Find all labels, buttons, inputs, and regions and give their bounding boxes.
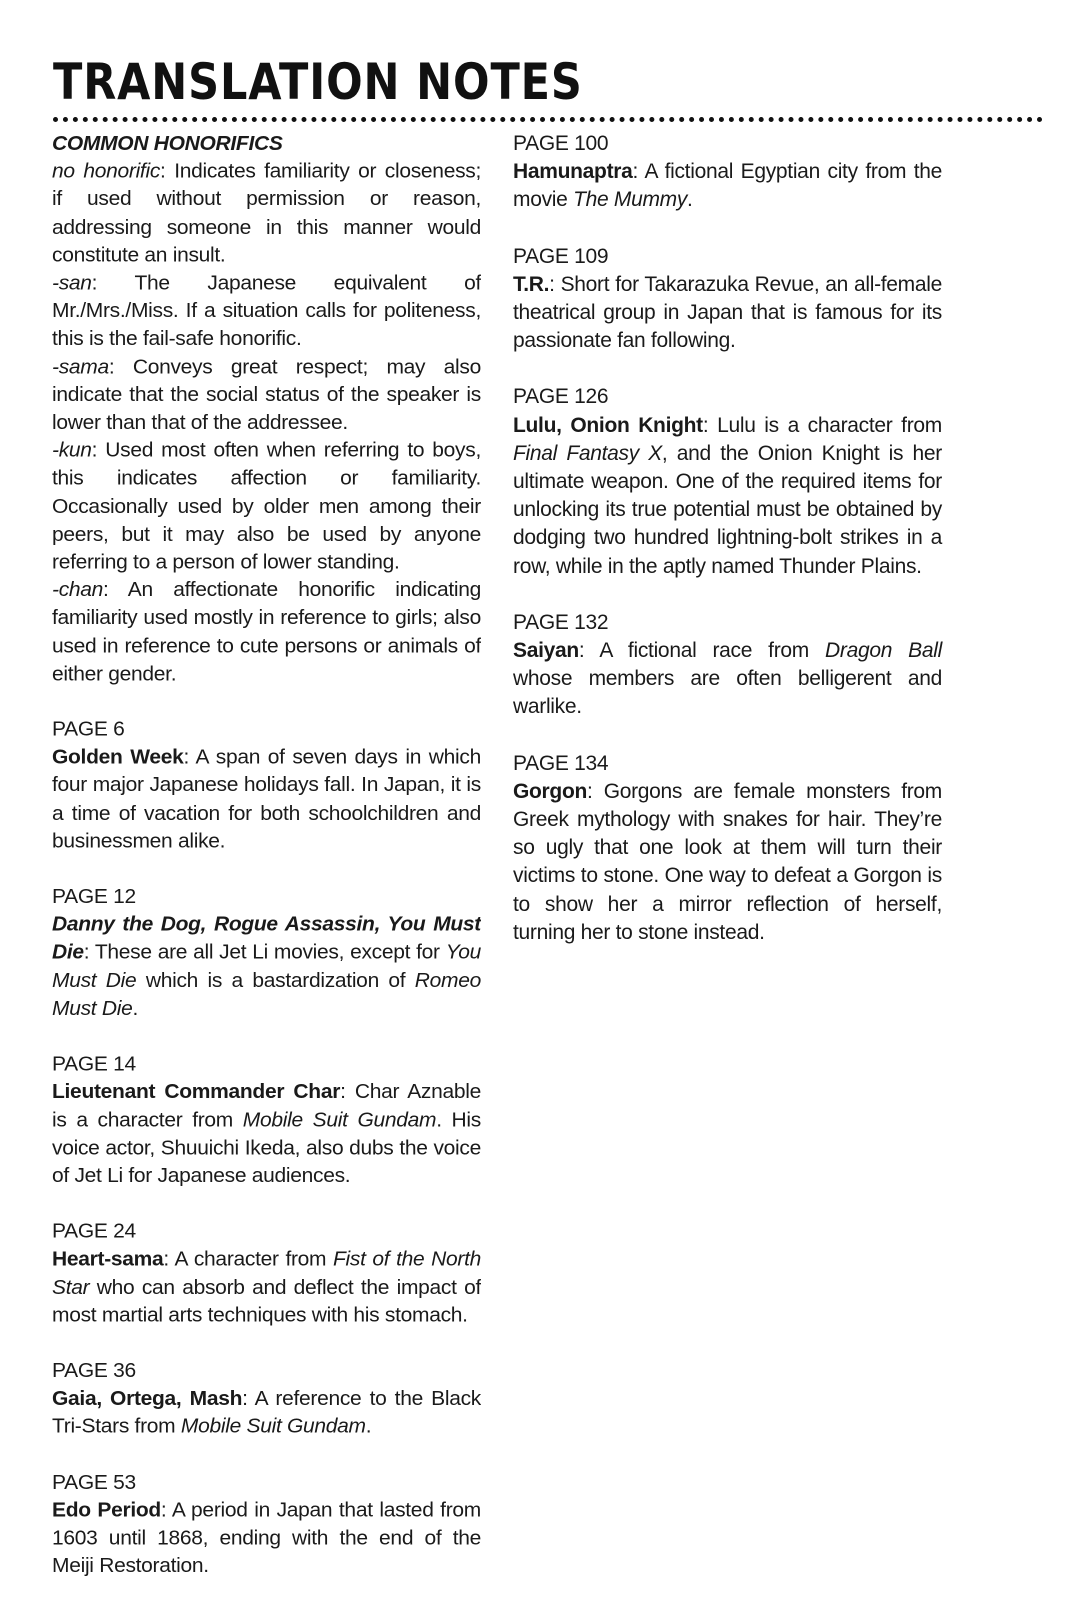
note-term: Saiyan <box>513 639 579 663</box>
note-entry <box>52 911 481 1023</box>
note-text: Gorgons are female monsters from Greek mythology with snakes for hair. They’re so ugly that one look at them will turn their victims to stone. One way to defeat a Gorgon is to show her a mirror reflection of herself, turning her to stone instead. <box>513 779 942 944</box>
note-text: A character from <box>174 1247 334 1271</box>
note-text: Lulu is a character from <box>717 413 942 437</box>
note-page-132 <box>513 609 942 722</box>
note-text: who can absorb and deflect the impact of most martial arts techniques with his stomach. <box>52 1275 481 1327</box>
page-heading: PAGE 100 <box>513 132 609 155</box>
separator: : <box>163 1247 175 1271</box>
note-text: . <box>687 188 693 212</box>
honorific-term: -chan <box>52 578 104 602</box>
separator: : <box>702 413 718 437</box>
page-heading: PAGE 12 <box>52 885 136 909</box>
honorific-entry <box>52 270 481 354</box>
separator: : <box>242 1387 255 1410</box>
honorifics-section <box>52 130 481 688</box>
separator: : <box>108 355 133 379</box>
note-entry <box>52 1246 481 1330</box>
note-text: Char Aznable is a character from <box>52 1080 481 1132</box>
honorific-entry <box>52 437 481 577</box>
note-title-ref: Dragon Ball <box>825 639 942 663</box>
note-title-ref: Mobile Suit Gundam <box>242 1108 437 1132</box>
note-text: , and the Onion Knight is her ultimate weapon. One of the required items for unlocking its true potential must be obtained by dodging two hundred lightning-bolt strikes in a row, while in the aptly named Thunder Plains. <box>513 441 942 578</box>
note-page-36 <box>52 1357 481 1441</box>
honorific-text: Indicates familiarity or closeness; if used without permission or reason, addressing someone in this manner would constitute an insult. <box>52 159 481 267</box>
note-entry <box>513 412 942 581</box>
note-term: Golden Week <box>52 745 184 769</box>
separator: : <box>340 1080 355 1104</box>
note-term: Gorgon <box>513 779 588 803</box>
page-heading: PAGE 109 <box>513 244 609 268</box>
note-page-100 <box>513 130 942 215</box>
honorific-text: Used most often when referring to boys, this indicates affection or familiarity. Occasionally used by older men among their peers, but it may also be used by anyone referring to a person of lower standing. <box>52 439 481 574</box>
note-page-24 <box>52 1218 481 1330</box>
separator: : <box>632 160 645 184</box>
note-entry <box>52 744 481 856</box>
separator: : <box>160 159 175 183</box>
separator: : <box>91 271 135 295</box>
note-title-ref: Fist of the North Star <box>52 1247 481 1299</box>
note-text: . <box>365 1415 372 1438</box>
separator: : <box>103 578 128 602</box>
note-title-ref: You Must Die <box>52 941 481 992</box>
note-term: T.R. <box>513 272 550 296</box>
note-title-ref: Final Fantasy X <box>513 441 662 465</box>
page-heading: PAGE 14 <box>52 1052 136 1076</box>
note-term: Lieutenant Commander Char <box>52 1080 341 1104</box>
note-text: whose members are often belligerent and warlike. <box>513 667 942 719</box>
note-page-126 <box>513 383 942 580</box>
separator: : <box>91 439 106 462</box>
page-heading: PAGE 24 <box>52 1219 136 1243</box>
honorific-term: -sama <box>52 355 109 379</box>
honorific-term: no honorific <box>52 159 161 183</box>
separator: : <box>549 272 561 296</box>
page-heading: PAGE 53 <box>52 1470 136 1494</box>
note-page-109 <box>513 243 942 356</box>
honorific-term: -kun <box>52 439 92 462</box>
honorific-text: The Japanese equivalent of Mr./Mrs./Miss. If a situation calls for politeness, this is the fail-safe honorific. <box>52 271 481 351</box>
note-page-6 <box>52 716 481 856</box>
note-text: which is a bastardization of <box>136 969 415 992</box>
note-term: Edo Period <box>52 1498 161 1522</box>
note-entry <box>52 1078 481 1190</box>
right-column <box>513 130 942 975</box>
note-text: A period in Japan that lasted from 1603 until 1868, ending with the end of the Meiji Restoration. <box>52 1498 481 1578</box>
note-entry <box>513 158 942 214</box>
note-term: Heart-sama <box>52 1247 164 1271</box>
note-term: Gaia, Ortega, Mash <box>52 1387 243 1410</box>
note-page-14 <box>52 1051 481 1191</box>
left-column <box>52 130 481 1580</box>
honorific-entry <box>52 158 481 270</box>
note-entry <box>513 637 942 722</box>
honorific-entry <box>52 577 481 689</box>
honorific-entry <box>52 353 481 437</box>
page-title: TRANSLATION NOTES <box>53 53 583 111</box>
note-entry <box>52 1385 481 1441</box>
note-page-134 <box>513 750 942 947</box>
honorific-text: Conveys great respect; may also indicate that the social status of the speaker is lower than that of the addressee. <box>52 355 481 434</box>
note-entry <box>513 271 942 356</box>
honorifics-heading: COMMON HONORIFICS <box>52 131 283 155</box>
note-entry <box>52 1497 481 1580</box>
page-heading: PAGE 134 <box>513 751 609 775</box>
page-heading: PAGE 132 <box>513 610 609 634</box>
note-text: Short for Takarazuka Revue, an all-female theatrical group in Japan that is famous for its passionate fan following. <box>513 272 942 353</box>
note-entry <box>513 778 942 947</box>
separator: : <box>183 745 196 769</box>
page-heading: PAGE 126 <box>513 385 609 409</box>
note-page-53 <box>52 1469 481 1580</box>
note-title-ref: The Mummy <box>573 188 688 212</box>
note-term: Hamunaptra <box>513 160 633 184</box>
note-text: These are all Jet Li movies, except for <box>94 941 446 964</box>
note-title-ref: Romeo Must Die <box>52 969 481 1020</box>
page-heading: PAGE 36 <box>52 1359 136 1382</box>
note-text: . His voice actor, Shuuichi Ikeda, also dubs the voice of Jet Li for Japanese audiences. <box>52 1108 481 1187</box>
note-page-12 <box>52 883 481 1023</box>
dotted-divider <box>53 117 1043 122</box>
note-term: Lulu, Onion Knight <box>513 413 703 437</box>
note-text: A fictional Egyptian city from the movie <box>513 160 942 212</box>
note-term: Danny the Dog, Rogue Assassin, You Must Die <box>52 913 481 964</box>
separator: : <box>83 941 95 964</box>
separator: : <box>160 1498 172 1522</box>
note-text: . <box>132 996 138 1020</box>
honorific-text: An affectionate honorific indicating familiarity used mostly in reference to girls; also used in reference to cute persons or animals of either gender. <box>52 578 481 686</box>
note-text: A reference to the Black Tri-Stars from <box>52 1387 481 1438</box>
note-text: A span of seven days in which four major Japanese holidays fall. In Japan, it is a time of vacation for both schoolchildren and businessmen alike. <box>52 745 481 853</box>
separator: : <box>578 639 600 663</box>
note-title-ref: Mobile Suit Gundam <box>180 1415 366 1438</box>
honorific-term: -san <box>52 271 92 295</box>
note-text: A fictional race from <box>599 639 826 663</box>
page-heading: PAGE 6 <box>52 717 125 741</box>
separator: : <box>587 779 604 803</box>
